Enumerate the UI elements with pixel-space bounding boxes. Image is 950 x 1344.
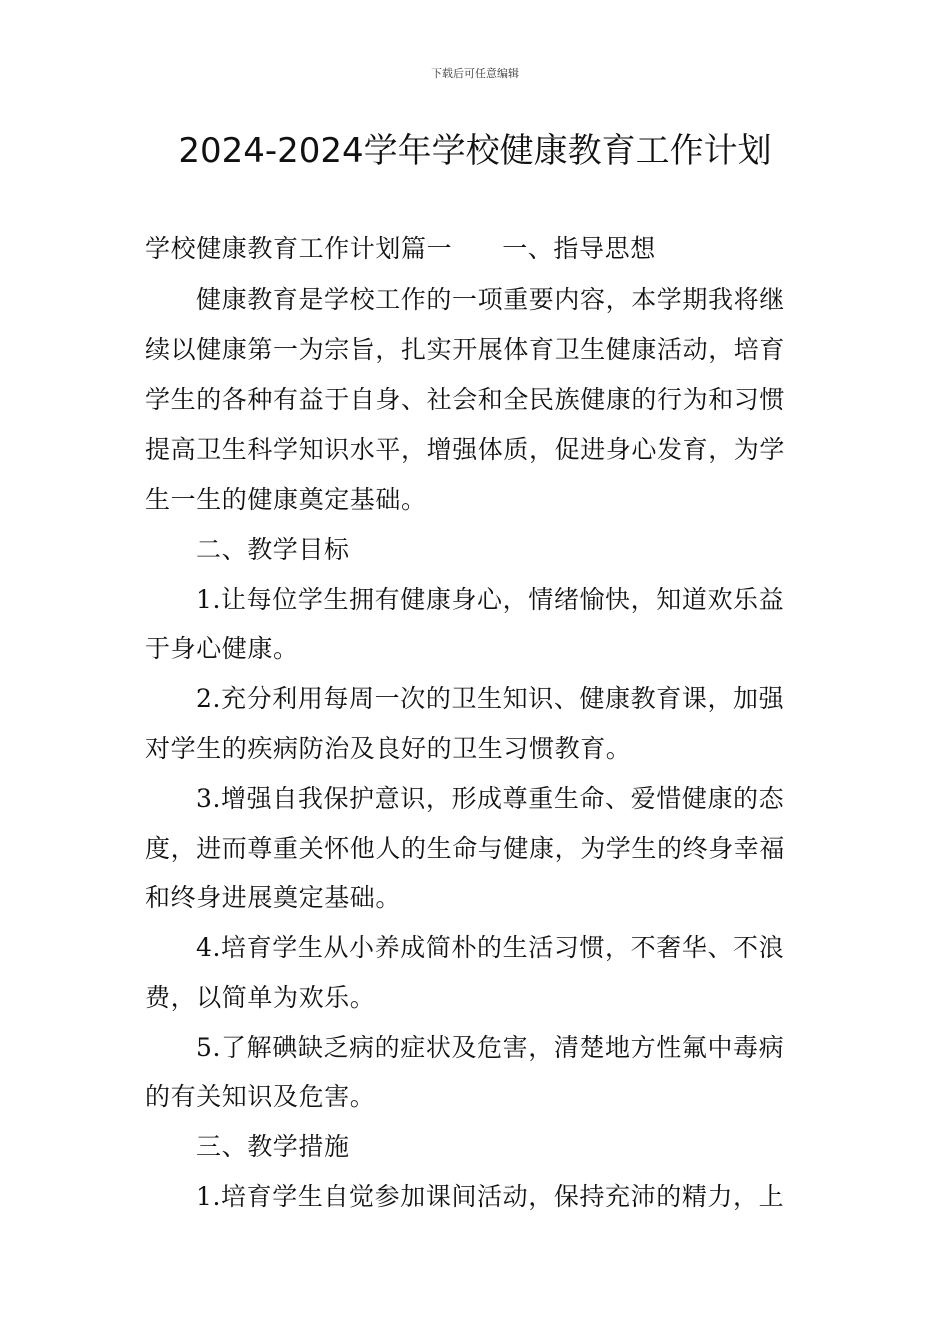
list-item-line: 1.让每位学生拥有健康身心，情绪愉快，知道欢乐益: [196, 585, 785, 614]
list-item-line: 对学生的疾病防治及良好的卫生习惯教育。: [145, 734, 632, 763]
subtitle-text: 学校健康教育工作计划篇一: [145, 234, 453, 263]
list-item-line: 4.培育学生从小养成简朴的生活习惯，不奢华、不浪: [196, 933, 785, 962]
paragraph-line: 生一生的健康奠定基础。: [145, 485, 427, 514]
list-item-line: 2.充分利用每周一次的卫生知识、健康教育课，加强: [196, 684, 785, 713]
document-title: 2024-2024学年学校健康教育工作计划: [178, 131, 772, 171]
list-item-line: 费，以简单为欢乐。: [145, 983, 376, 1012]
paragraph-line: 提高卫生科学知识水平，增强体质，促进身心发育，为学: [145, 435, 786, 464]
list-item-line: 1.培育学生自觉参加课间活动，保持充沛的精力，上: [196, 1182, 785, 1211]
list-item-line: 5.了解碘缺乏病的症状及危害，清楚地方性氟中毒病: [196, 1033, 785, 1062]
list-item-line: 度，进而尊重关怀他人的生命与健康，为学生的终身幸福: [145, 834, 786, 863]
list-item-line: 于身心健康。: [145, 634, 299, 663]
list-item-line: 3.增强自我保护意识，形成尊重生命、爱惜健康的态: [196, 784, 785, 813]
paragraph-line: 续以健康第一为宗旨，扎实开展体育卫生健康活动，培育: [145, 335, 786, 364]
section-heading-line: [145, 232, 815, 266]
paragraph-line: 健康教育是学校工作的一项重要内容，本学期我将继: [196, 285, 785, 314]
section-heading: 一、指导思想: [502, 234, 656, 263]
section-heading: 三、教学措施: [196, 1132, 350, 1161]
list-item-line: 的有关知识及危害。: [145, 1082, 376, 1111]
header-note: 下载后可任意编辑: [431, 67, 519, 80]
list-item-line: 和终身进展奠定基础。: [145, 883, 402, 912]
paragraph-line: 学生的各种有益于自身、社会和全民族健康的行为和习惯: [145, 385, 786, 414]
section-heading: 二、教学目标: [196, 535, 350, 564]
